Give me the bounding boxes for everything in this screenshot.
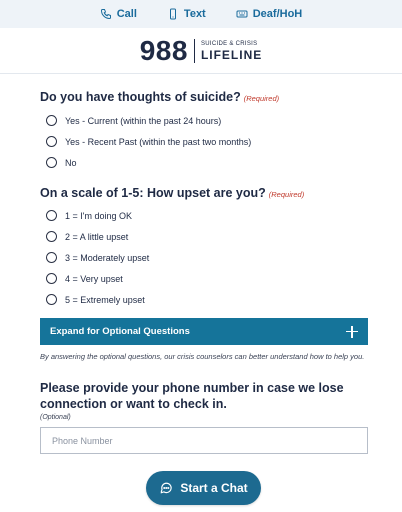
radio-option-4[interactable] — [46, 268, 370, 289]
radio-button[interactable] — [46, 252, 57, 263]
deaf-hoh-link[interactable] — [236, 8, 303, 20]
question-title — [40, 90, 370, 104]
radio-label: 2 = A little upset — [65, 231, 129, 242]
radio-option-2[interactable] — [46, 226, 370, 247]
optional-label: (Optional) — [40, 414, 71, 422]
radio-option-1[interactable] — [46, 205, 370, 226]
radio-label: Yes - Current (within the past 24 hours) — [65, 115, 222, 126]
radio-button[interactable] — [46, 210, 57, 221]
optional-questions-note: By answering the optional questions, our crisis counselors can better understand how to help you. — [40, 352, 365, 361]
radio-button[interactable] — [46, 115, 57, 126]
radio-label: No — [65, 157, 77, 168]
text-link[interactable] — [167, 8, 206, 20]
logo-number: 988 — [139, 34, 188, 66]
plus-icon — [346, 326, 358, 338]
logo-text — [201, 41, 262, 61]
logo-divider — [194, 39, 195, 63]
expand-optional-questions-button[interactable] — [40, 318, 368, 345]
radio-label: Yes - Recent Past (within the past two months) — [65, 136, 252, 147]
phone-icon — [100, 8, 112, 20]
site-header — [0, 28, 402, 74]
call-link[interactable] — [100, 8, 137, 20]
question-upset-scale — [40, 186, 370, 310]
radio-button[interactable] — [46, 136, 57, 147]
question-suicidal-thoughts — [40, 90, 370, 173]
question-title — [40, 186, 370, 200]
deaf-hoh-link-label: Deaf/HoH — [252, 8, 303, 20]
chat-bubble-icon — [159, 481, 173, 495]
radio-button[interactable] — [46, 294, 57, 305]
phone-question-title: Please provide your phone number in case we lose connection or want to check in. — [40, 380, 344, 412]
radio-option-recent-past[interactable] — [46, 131, 370, 152]
radio-button[interactable] — [46, 273, 57, 284]
lifeline-logo[interactable] — [140, 35, 263, 67]
question-title-text: On a scale of 1-5: How upset are you? — [40, 186, 266, 200]
radio-option-3[interactable] — [46, 247, 370, 268]
radio-option-no[interactable] — [46, 152, 370, 173]
call-link-label: Call — [116, 8, 137, 20]
scrolled-content-edge — [40, 74, 370, 82]
tty-icon — [236, 8, 248, 20]
radio-label: 5 = Extremely upset — [65, 294, 145, 305]
radio-option-5[interactable] — [46, 289, 370, 310]
required-label: (Required) — [243, 94, 280, 103]
mobile-icon — [167, 8, 179, 20]
chat-intake-form — [40, 74, 370, 454]
start-chat-label: Start a Chat — [180, 481, 248, 495]
radio-label: 4 = Very upset — [65, 273, 123, 284]
logo-line-2: LIFELINE — [200, 47, 263, 62]
radio-option-current[interactable] — [46, 110, 370, 131]
logo-line-1: SUICIDE & CRISIS — [200, 40, 258, 47]
radio-label: 3 = Moderately upset — [65, 252, 150, 263]
expand-label: Expand for Optional Questions — [50, 326, 190, 337]
required-label: (Required) — [268, 190, 305, 199]
start-chat-button[interactable] — [146, 471, 261, 505]
text-link-label: Text — [183, 8, 206, 20]
top-contact-bar — [0, 0, 402, 28]
radio-label: 1 = I'm doing OK — [65, 210, 133, 221]
radio-button[interactable] — [46, 157, 57, 168]
phone-number-input[interactable] — [40, 427, 368, 454]
question-title-text: Do you have thoughts of suicide? — [40, 90, 241, 104]
radio-button[interactable] — [46, 231, 57, 242]
